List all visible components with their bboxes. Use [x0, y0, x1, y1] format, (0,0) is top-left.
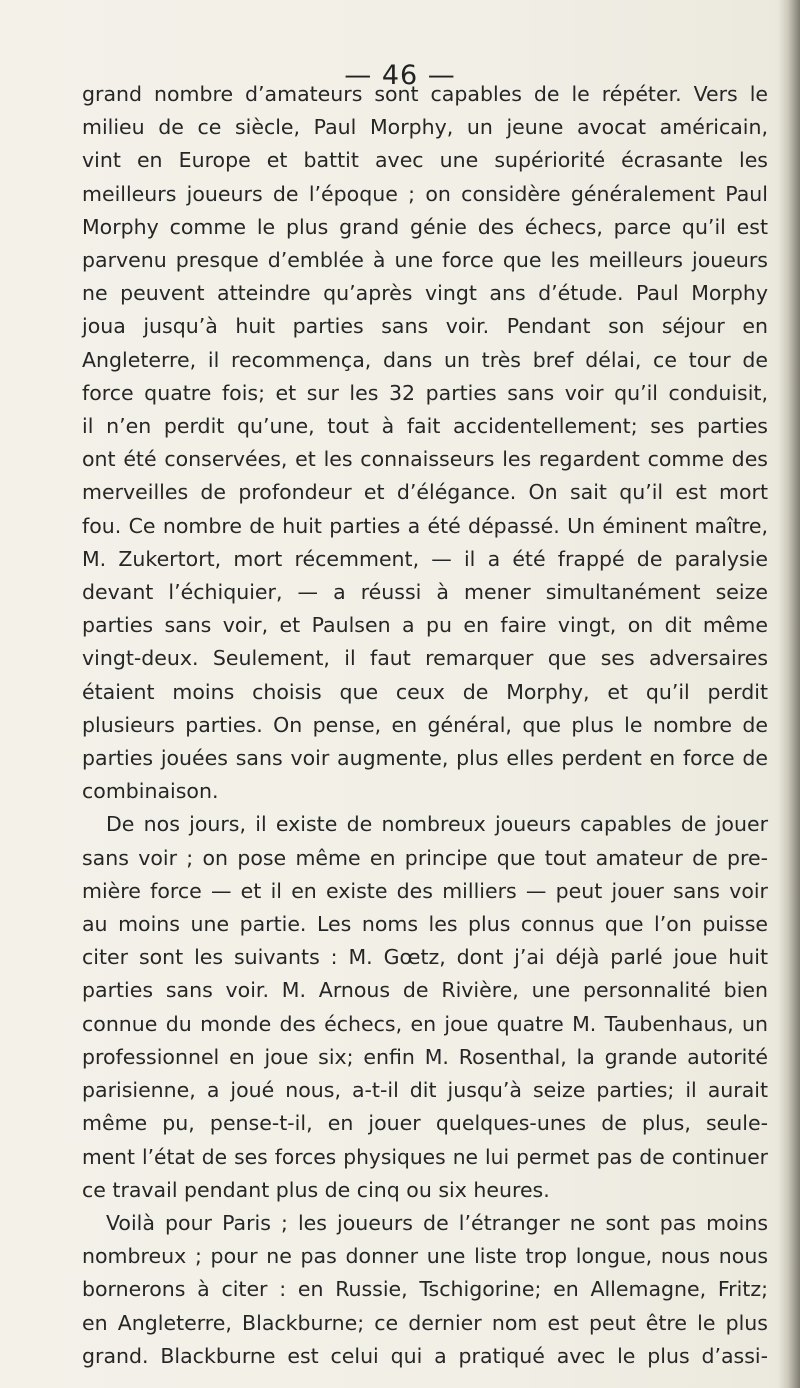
text-line: professionnel en joue six; enfin M. Rosenthal, la grande autorité [82, 1044, 768, 1069]
text-line: grand. Blackburne est celui qui a pratiqué avec le plus d’assi- [82, 1343, 768, 1368]
text-line: nombreux ; pour ne pas donner une liste trop longue, nous nous [82, 1244, 768, 1269]
text-line: fou. Ce nombre de huit parties a été dépassé. Un éminent maître, [82, 513, 768, 538]
text-line: force quatre fois; et sur les 32 parties sans voir qu’il conduisit, [82, 380, 768, 405]
text-line: meilleurs joueurs de l’époque ; on considère généralement Paul [82, 181, 768, 206]
text-line: M. Zukertort, mort récemment, — il a été frappé de paralysie [82, 546, 768, 571]
text-line: citer sont les suivants : M. Gœtz, dont j’ai déjà parlé joue huit [82, 945, 768, 970]
text-line: il n’en perdit qu’une, tout à fait accidentellement; ses parties [82, 414, 768, 439]
text-line: parties sans voir, et Paulsen a pu en faire vingt, on dit même [82, 613, 768, 638]
text-line: au moins une partie. Les noms les plus connus que l’on puisse [82, 912, 768, 937]
text-line: parties sans voir. M. Arnous de Rivière, une personnalité bien [82, 978, 768, 1003]
text-line: ont été conservées, et les connaisseurs les regardent comme des [82, 447, 768, 472]
text-line: parvenu presque d’emblée à une force que les meilleurs joueurs [82, 248, 768, 273]
text-line: connue du monde des échecs, en joue quatre M. Taubenhaus, un [82, 1011, 768, 1036]
text-line: milieu de ce siècle, Paul Morphy, un jeune avocat américain, [82, 115, 768, 140]
body-text [82, 78, 768, 1373]
text-line: mière force — et il en existe des milliers — peut jouer sans voir [82, 878, 768, 903]
text-line: joua jusqu’à huit parties sans voir. Pendant son séjour en [82, 314, 768, 339]
text-line: merveilles de profondeur et d’élégance. On sait qu’il est mort [82, 480, 768, 505]
text-line: ce travail pendant plus de cinq ou six heures. [82, 1177, 550, 1202]
text-line: Angleterre, il recommença, dans un très bref délai, ce tour de [82, 347, 768, 372]
text-line: De nos jours, il existe de nombreux joueurs capables de jouer [106, 812, 768, 837]
text-line: parisienne, a joué nous, a-t-il dit jusqu’à seize parties; il aurait [82, 1078, 768, 1103]
text-line: sans voir ; on pose même en principe que tout amateur de pre- [82, 845, 768, 870]
text-line: bornerons à citer : en Russie, Tschigorine; en Allemagne, Fritz; [82, 1277, 768, 1302]
binding-edge-shadow [778, 0, 800, 1388]
text-line: étaient moins choisis que ceux de Morphy, et qu’il perdit [82, 679, 768, 704]
text-line: devant l’échiquier, — a réussi à mener simultanément seize [82, 580, 768, 605]
text-line: grand nombre d’amateurs sont capables de le répéter. Vers le [82, 82, 768, 106]
text-line: vint en Europe et battit avec une supériorité écrasante les [82, 148, 768, 173]
text-line: ment l’état de ses forces physiques ne lui permet pas de continuer [82, 1144, 768, 1169]
text-line: Voilà pour Paris ; les joueurs de l’étranger ne sont pas moins [106, 1210, 768, 1235]
text-line: ne peuvent atteindre qu’après vingt ans d’étude. Paul Morphy [82, 281, 768, 306]
text-line: Morphy comme le plus grand génie des échecs, parce qu’il est [82, 214, 768, 239]
text-line: vingt-deux. Seulement, il faut remarquer que ses adversaires [82, 646, 768, 671]
text-line: même pu, pense-t-il, en jouer quelques-unes de plus, seule- [82, 1111, 768, 1136]
page-number: — 46 — [344, 60, 456, 91]
text-line: plusieurs parties. On pense, en général, que plus le nombre de [82, 712, 768, 737]
text-line: combinaison. [82, 779, 219, 804]
text-line: en Angleterre, Blackburne; ce dernier nom est peut être le plus [82, 1310, 768, 1335]
text-line: parties jouées sans voir augmente, plus elles perdent en force de [82, 746, 768, 771]
